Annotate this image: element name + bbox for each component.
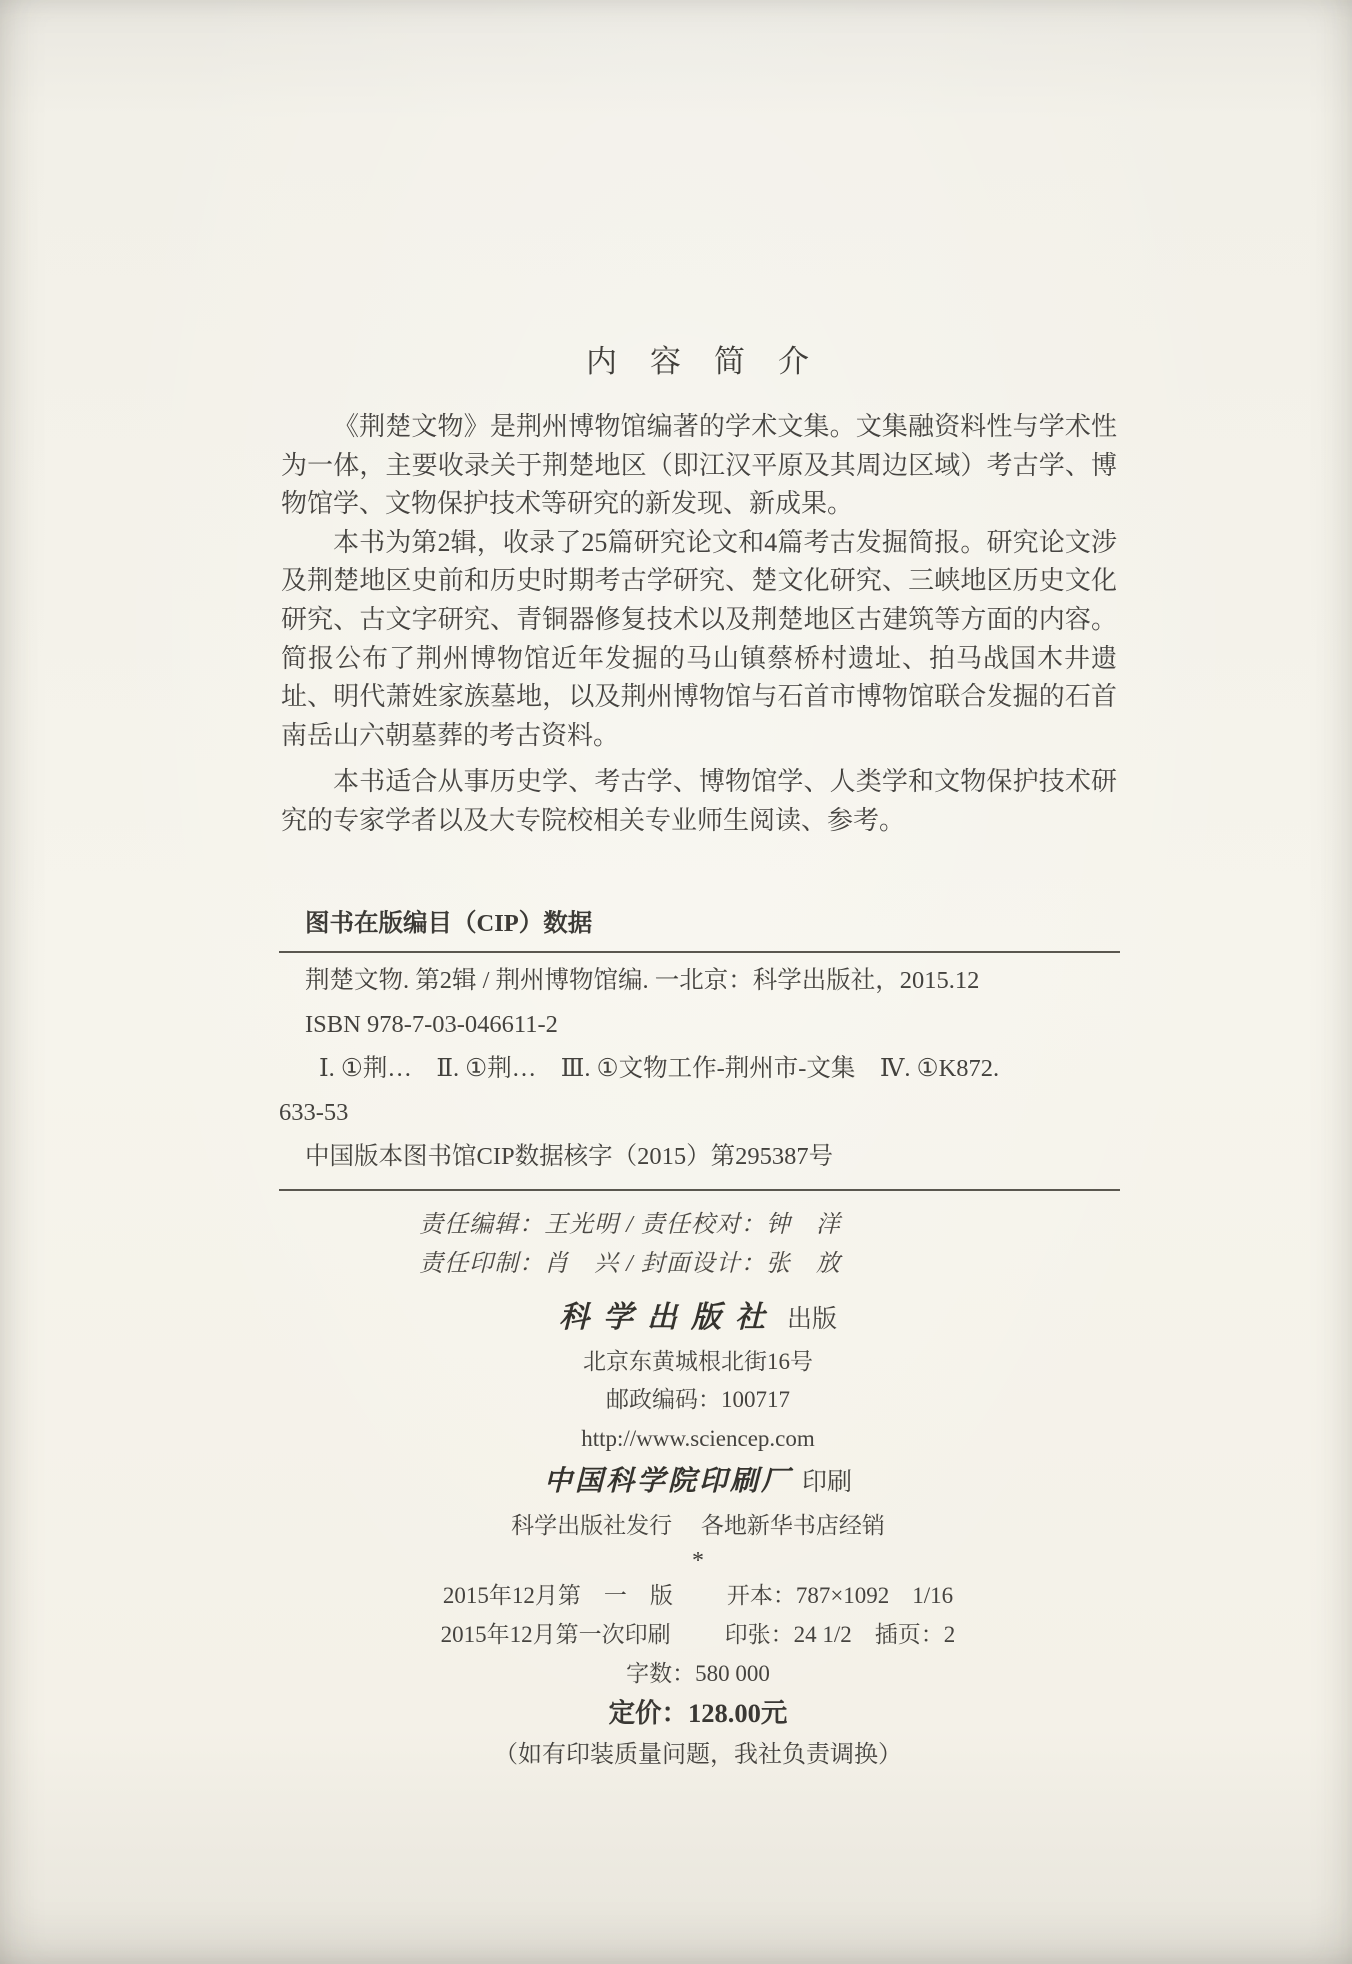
printer-suffix: 印刷 xyxy=(802,1469,853,1496)
credit-editor-line: 责任编辑：王光明 / 责任校对：钟 洋 xyxy=(419,1212,841,1238)
edition-line xyxy=(280,1576,1116,1615)
colophon-block xyxy=(280,1295,1116,1777)
cip-divider-top xyxy=(279,951,1120,953)
cip-divider-bottom xyxy=(279,1189,1120,1191)
cip-registration-number: 中国版本图书馆CIP数据核字（2015）第295387号 xyxy=(305,1143,834,1170)
intro-paragraph-2: 本书为第2辑，收录了25篇研究论文和4篇考古发掘简报。研究论文涉及荆楚地区史前和历史时期考古学研究、楚文化研究、三峡地区历史文化研究、古文字研究、青铜器修复技术以及荆楚地区古建筑等方面的内容。简报公布了荆州博物馆近年发掘的马山镇蔡桥村遗址、拍马战国木井遗址、明代萧姓家族墓地，以及荆州博物馆与石首市博物馆联合发掘的石首南岳山六朝墓葬的考古资料。 xyxy=(281,527,1117,750)
distribution-line: 科学出版社发行 各地新华书店经销 xyxy=(511,1513,885,1538)
publisher-postcode: 邮政编码：100717 xyxy=(606,1387,790,1412)
publisher-url: http://www.sciencep.com xyxy=(581,1426,815,1451)
intro-section xyxy=(281,408,1117,841)
intro-paragraph-1: 《荆楚文物》是荆州博物馆编著的学术文集。文集融资料性与学术性为一体，主要收录关于荆楚地区（即江汉平原及其周边区域）考古学、博物馆学、文物保护技术等研究的新发现、新成果。 xyxy=(281,412,1117,519)
cip-classification-continued: 633-53 xyxy=(279,1099,349,1126)
page-title: 内 容 简 介 xyxy=(586,344,810,379)
cip-isbn: ISBN 978-7-03-046611-2 xyxy=(305,1011,558,1038)
quality-notice: （如有印装质量问题，我社负责调换） xyxy=(494,1742,902,1768)
printing-line xyxy=(280,1615,1116,1654)
cip-catalog-line: 荆楚文物. 第2辑 / 荆州博物馆编. 一北京：科学出版社，2015.12 xyxy=(305,967,980,994)
sheets-spec: 印张：24 1/2 插页：2 xyxy=(724,1622,956,1647)
edition-date: 2015年12月第 一 版 xyxy=(442,1583,673,1608)
intro-paragraph-3: 本书适合从事历史学、考古学、博物馆学、人类学和文物保护技术研究的专家学者以及大专院校相关专业师生阅读、参考。 xyxy=(281,767,1117,835)
publisher-address: 北京东黄城根北街16号 xyxy=(583,1349,813,1374)
cip-header: 图书在版编目（CIP）数据 xyxy=(305,910,593,937)
separator-asterisk: * xyxy=(692,1548,704,1574)
price: 定价：128.00元 xyxy=(608,1698,788,1728)
cip-block xyxy=(279,909,1120,1191)
printer-logotype: 中国科学院印刷厂 xyxy=(543,1466,792,1497)
publisher-logotype: 科学出版社 xyxy=(558,1301,779,1334)
credit-printing-line: 责任印制：肖 兴 / 封面设计：张 放 xyxy=(419,1251,841,1277)
printing-date: 2015年12月第一次印刷 xyxy=(440,1622,671,1647)
publisher-imprint xyxy=(280,1295,1116,1343)
staff-credits-block xyxy=(280,1206,980,1284)
publisher-suffix: 出版 xyxy=(786,1306,837,1333)
printer-imprint xyxy=(280,1459,1116,1506)
cip-classification-line: Ⅰ. ①荆… Ⅱ. ①荆… Ⅲ. ①文物工作-荆州市-文集 Ⅳ. ①K872. xyxy=(319,1055,1000,1082)
cip-body xyxy=(279,959,1120,1179)
word-count: 字数：580 000 xyxy=(626,1661,770,1686)
format-spec: 开本：787×1092 1/16 xyxy=(726,1583,954,1608)
